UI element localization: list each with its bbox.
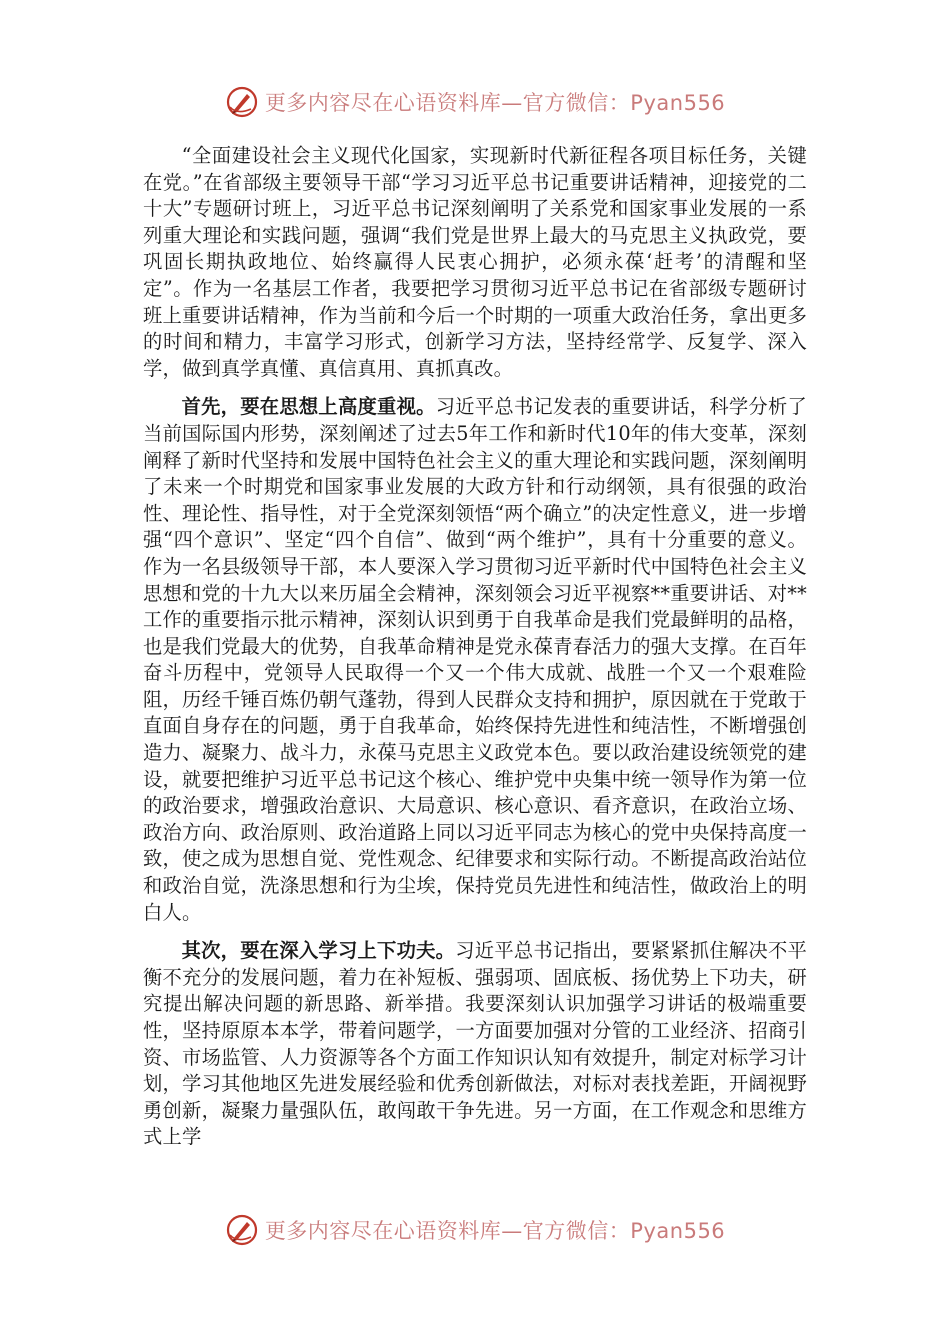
paragraph-first: [143, 394, 807, 926]
header-banner: [0, 82, 950, 122]
pen-logo-icon: [225, 85, 259, 119]
paragraph-lead: 首先，要在思想上高度重视。: [181, 395, 436, 419]
paragraph-text: “全面建设社会主义现代化国家，实现新时代新征程各项目标任务，关键在党。”在省部级主要领导干部“学习习近平总书记重要讲话精神，迎接党的二十大”专题研讨班上，习近平总书记深刻阐明了关系党和国家事业发展的一系列重大理论和实践问题，强调“我们党是世界上最大的马克思主义执政党，要巩固长期执政地位、始终赢得人民衷心拥护，必须永葆‘赶考’的清醒和坚定”。作为一名基层工作者，我要把学习贯彻习近平总书记在省部级专题研讨班上重要讲话精神，作为当前和今后一个时期的一项重大政治任务，拿出更多的时间和精力，丰富学习形式，创新学习方法，坚持经常学、反复学、深入学，做到真学真懂、真信真用、真抓真改。: [143, 144, 807, 380]
paragraph-second: [143, 938, 807, 1151]
banner-text: 更多内容尽在心语资料库—官方微信：Pyan556: [264, 1219, 726, 1243]
paragraph-text: 习近平总书记发表的重要讲话，科学分析了当前国际国内形势，深刻阐述了过去5年工作和新时代10年的伟大变革，深刻阐释了新时代坚持和发展中国特色社会主义的重大理论和实践问题，深刻阐明了未来一个时期党和国家事业发展的大政方针和行动纲领，具有很强的政治性、理论性、指导性，对于全党深刻领悟“两个确立”的决定性意义，进一步增强“四个意识”、坚定“四个自信”、做到“两个维护”，具有十分重要的意义。作为一名县级领导干部，本人要深入学习贯彻习近平新时代中国特色社会主义思想和党的十九大以来历届全会精神，深刻领会习近平视察**重要讲话、对**工作的重要指示批示精神，深刻认识到勇于自我革命是我们党最鲜明的品格，也是我们党最大的优势，自我革命精神是党永葆青春活力的强大支撑。在百年奋斗历程中，党领导人民取得一个又一个伟大成就、战胜一个又一个艰难险阻，历经千锤百炼仍朝气蓬勃，得到人民群众支持和拥护，原因就在于党敢于直面自身存在的问题，勇于自我革命，始终保持先进性和纯洁性，不断增强创造力、凝聚力、战斗力，永葆马克思主义政党本色。要以政治建设统领党的建设，就要把维护习近平总书记这个核心、维护党中央集中统一领导作为第一位的政治要求，增强政治意识、大局意识、核心意识、看齐意识，在政治立场、政治方向、政治原则、政治道路上同以习近平同志为核心的党中央保持高度一致，使之成为思想自觉、党性观念、纪律要求和实际行动。不断提高政治站位和政治自觉，洗涤思想和行为尘埃，保持党员先进性和纯洁性，做政治上的明白人。: [143, 395, 807, 924]
paragraph-intro: [143, 143, 807, 382]
paragraph-text: 习近平总书记指出，要紧紧抓住解决不平衡不充分的发展问题，着力在补短板、强弱项、固底板、扬优势上下功夫，研究提出解决问题的新思路、新举措。我要深刻认识加强学习讲话的极端重要性，坚持原原本本学，带着问题学，一方面要加强对分管的工业经济、招商引资、市场监管、人力资源等各个方面工作知识认知有效提升，制定对标学习计划，学习其他地区先进发展经验和优秀创新做法，对标对表找差距，开阔视野勇创新，凝聚力量强队伍，敢闯敢干争先进。另一方面，在工作观念和思维方式上学: [143, 939, 807, 1149]
pen-logo-icon: [225, 1213, 259, 1247]
document-body: [143, 143, 807, 1163]
banner-text: 更多内容尽在心语资料库—官方微信：Pyan556: [264, 91, 726, 115]
footer-banner: [0, 1210, 950, 1250]
paragraph-lead: 其次，要在深入学习上下功夫。: [181, 939, 456, 963]
